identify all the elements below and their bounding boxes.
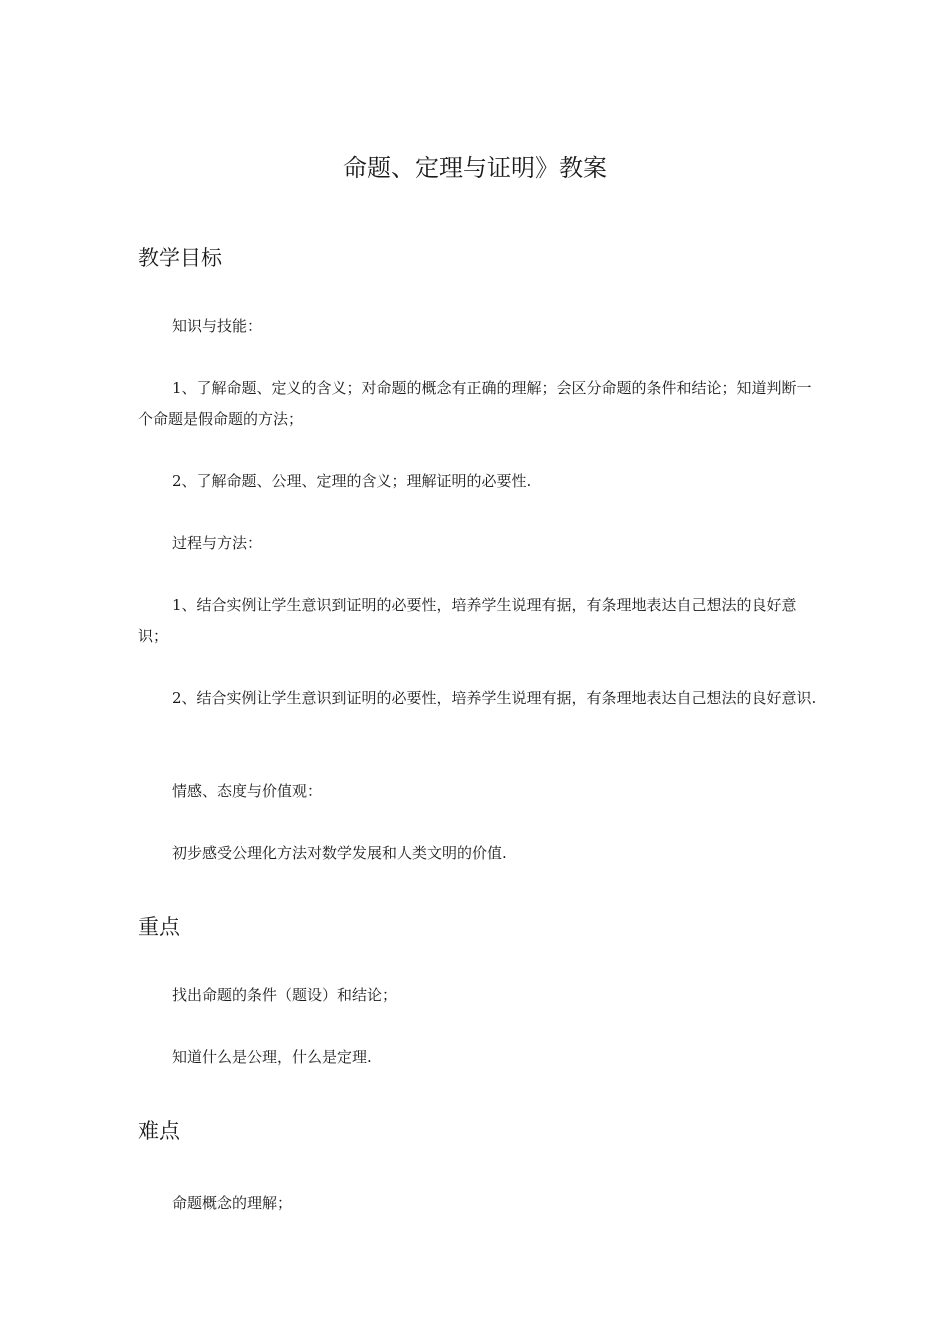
key-point-item-1: 找出命题的条件（题设）和结论； <box>172 986 398 1004</box>
process-label: 过程与方法： <box>172 534 263 552</box>
section-heading-difficulties: 难点 <box>138 1119 180 1143</box>
document-title: 命题、定理与证明》教案 <box>343 154 607 182</box>
process-item-2: 2、结合实例让学生意识到证明的必要性，培养学生说理有据，有条理地表达自己想法的良好意识. <box>172 689 817 707</box>
section-heading-key-points: 重点 <box>138 915 180 939</box>
section-heading-objectives: 教学目标 <box>138 246 222 270</box>
emotion-label: 情感、态度与价值观： <box>172 782 323 800</box>
key-point-item-2: 知道什么是公理，什么是定理. <box>172 1048 372 1066</box>
difficulty-item-1: 命题概念的理解； <box>172 1194 293 1212</box>
emotion-item-1: 初步感受公理化方法对数学发展和人类文明的价值. <box>172 844 507 862</box>
process-item-1: 1、结合实例让学生意识到证明的必要性，培养学生说理有据，有条理地表达自己想法的良好意识； <box>138 596 797 645</box>
knowledge-item-2: 2、了解命题、公理、定理的含义；理解证明的必要性. <box>172 472 532 490</box>
knowledge-item-1: 1、了解命题、定义的含义；对命题的概念有正确的理解；会区分命题的条件和结论；知道判断一个命题是假命题的方法； <box>138 379 812 428</box>
knowledge-label: 知识与技能： <box>172 317 263 335</box>
